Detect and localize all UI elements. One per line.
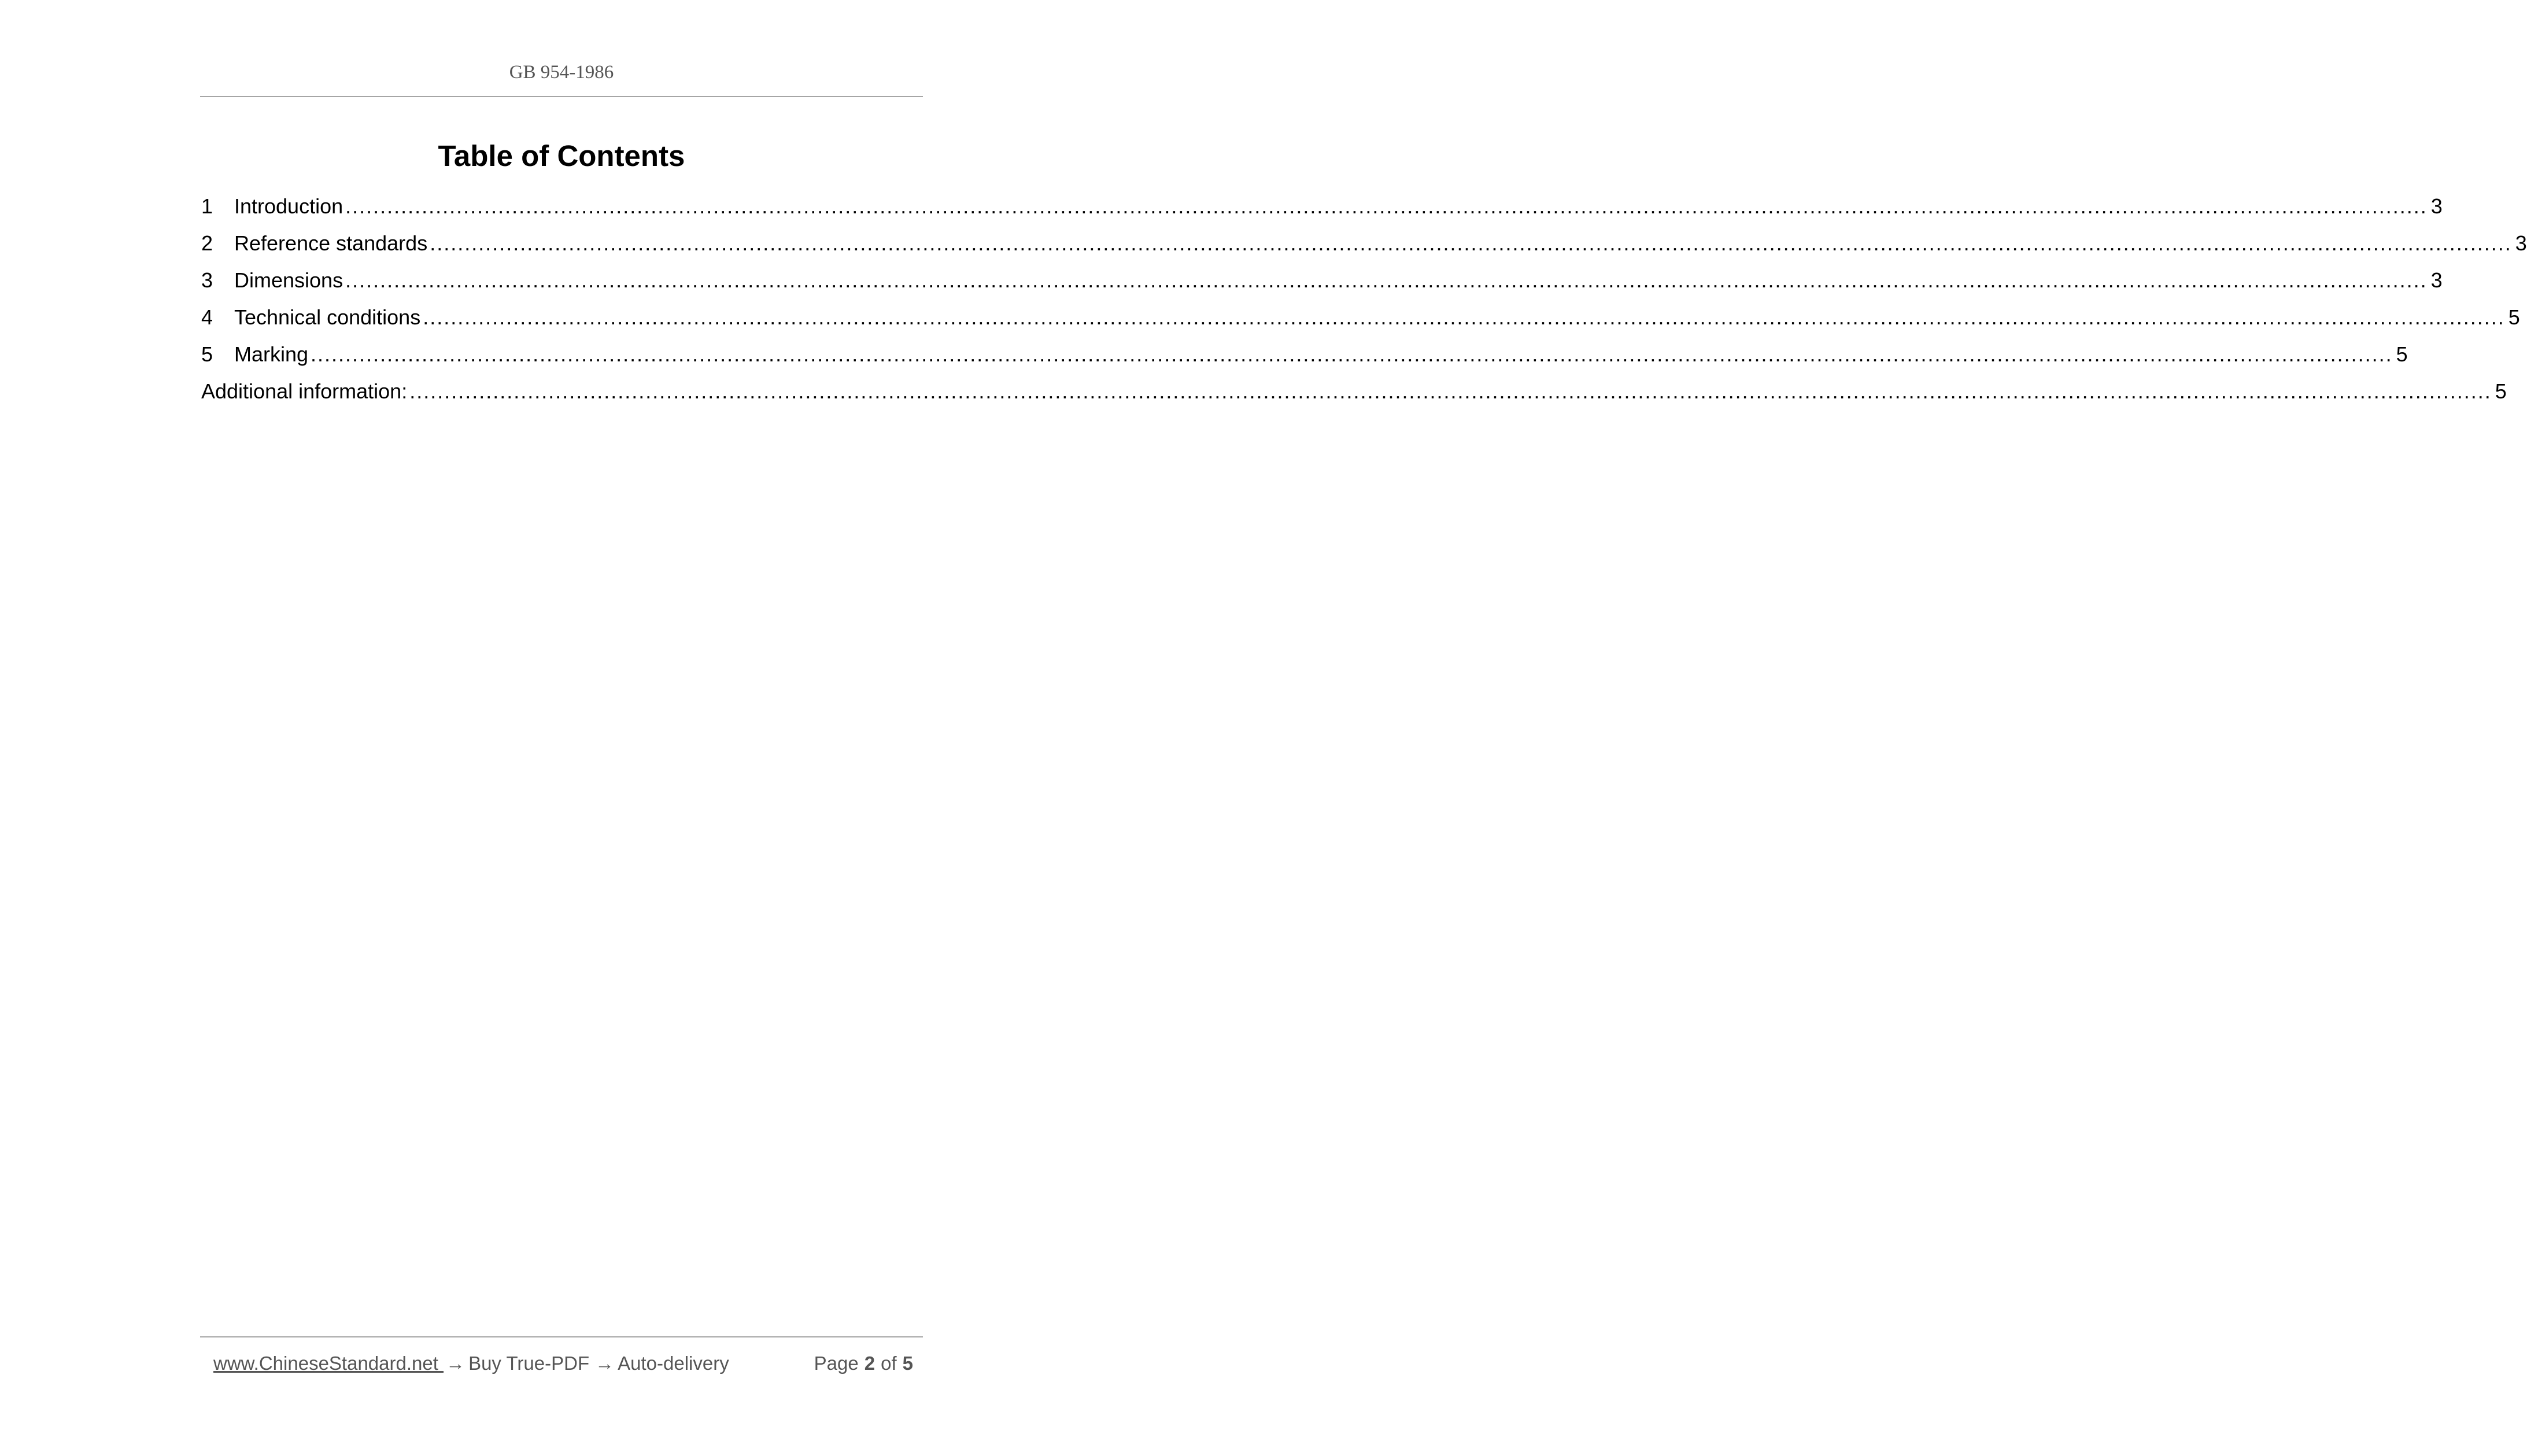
document-header: GB 954-1986 [509,62,614,83]
toc-dot-leader: ............................................................................................................................................................................................................................................................................................................ [345,268,2428,292]
toc-entry-page: 3 [2430,268,2443,292]
toc-title: Table of Contents [438,139,685,172]
chinese-standard-link[interactable]: www.ChineseStandard.net [213,1352,444,1374]
toc-entry-number: 1 [201,194,213,218]
toc-dot-leader: ............................................................................................................................................................................................................................................................................................................ [430,231,2512,255]
toc-entry-label: Introduction [234,194,343,218]
toc-list [201,191,2527,413]
footer-purchase-line [213,1349,729,1378]
toc-entry-label: Marking [234,342,309,366]
toc-entry-label: Additional information: [201,379,408,403]
right-arrow-icon: → [446,1352,466,1374]
buy-true-pdf-text: Buy True-PDF [468,1352,590,1374]
footer-divider [200,1336,923,1337]
toc-entry-number: 3 [201,268,213,292]
toc-entry-page: 3 [2515,231,2527,255]
total-page-count: 5 [902,1352,913,1374]
toc-entry-dimensions[interactable] [201,265,2443,302]
page-word: Page [814,1352,859,1374]
right-arrow-icon: → [595,1352,615,1374]
toc-entry-technical-conditions[interactable] [201,302,2520,339]
toc-dot-leader: ............................................................................................................................................................................................................................................................................................................ [423,305,2505,329]
toc-entry-reference-standards[interactable] [201,228,2527,265]
toc-entry-introduction[interactable] [201,191,2443,228]
page-indicator [814,1349,913,1378]
toc-entry-number: 4 [201,305,213,329]
toc-entry-marking[interactable] [201,339,2408,376]
toc-entry-additional-information[interactable] [201,376,2507,413]
toc-entry-number: 2 [201,231,213,255]
current-page-number: 2 [864,1352,875,1374]
toc-dot-leader: ............................................................................................................................................................................................................................................................................................................ [345,194,2428,218]
toc-entry-page: 5 [2396,342,2408,366]
toc-entry-page: 3 [2430,194,2443,218]
of-word: of [881,1352,897,1374]
page-footer [213,1349,913,1378]
toc-dot-leader: ............................................................................................................................................................................................................................................................................................................ [409,379,2492,403]
toc-entry-page: 5 [2508,305,2520,329]
toc-entry-label: Reference standards [234,231,428,255]
toc-entry-number: 5 [201,342,213,366]
auto-delivery-text: Auto-delivery [618,1352,729,1374]
header-divider [200,96,923,97]
toc-entry-label: Dimensions [234,268,343,292]
toc-entry-label: Technical conditions [234,305,421,329]
toc-entry-page: 5 [2495,379,2507,403]
toc-dot-leader: ............................................................................................................................................................................................................................................................................................................ [311,342,2393,366]
